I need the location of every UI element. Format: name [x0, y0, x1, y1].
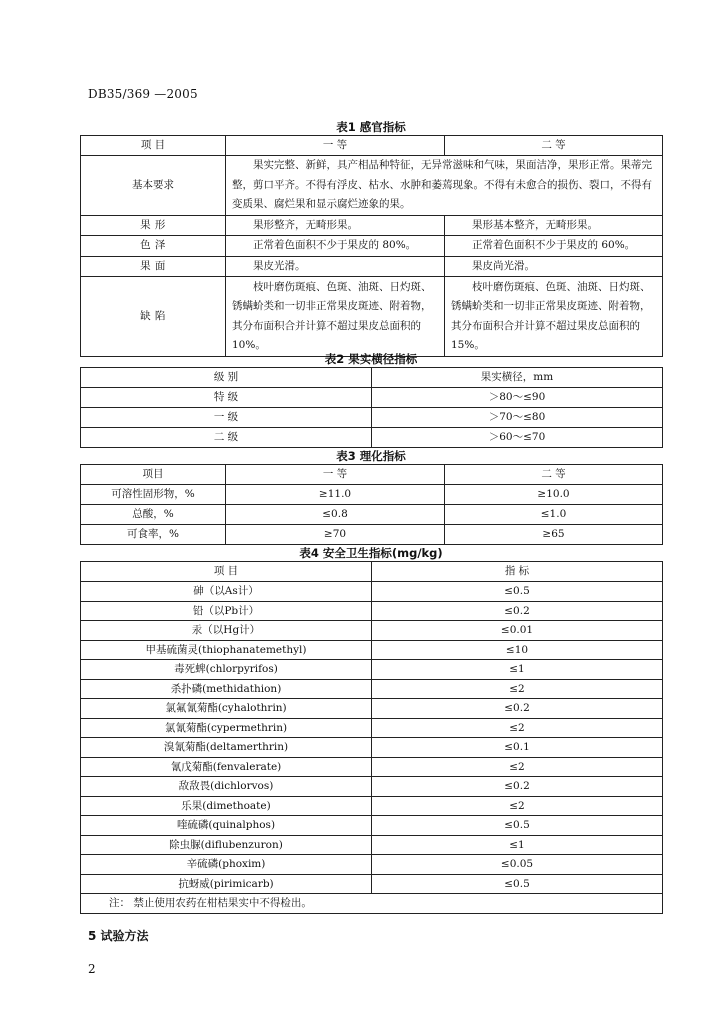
item-cell: 除虫脲(diflubenzuron) [81, 835, 372, 855]
first-grade-cell: 枝叶磨伤斑痕、色斑、油斑、日灼斑、锈螨蚧类和一切非正常果皮斑迹、附着物，其分布面积合并计算不超过果皮总面积的10%。 [226, 277, 445, 357]
row-label: 果 形 [81, 215, 226, 236]
table-row [81, 388, 663, 408]
header-first-grade: 一 等 [226, 465, 445, 485]
value-cell: ≤0.2 [372, 699, 663, 719]
item-cell: 氰戊菊酯(fenvalerate) [81, 757, 372, 777]
row-label: 果 面 [81, 256, 226, 277]
item-cell: 喹硫磷(quinalphos) [81, 816, 372, 836]
item-cell: 溴氰菊酯(deltamerthrin) [81, 738, 372, 758]
table-row [81, 156, 663, 216]
page-number: 2 [88, 962, 96, 976]
table4-caption: 表4 安全卫生指标(mg/kg) [299, 546, 443, 560]
header-limit: 指 标 [372, 562, 663, 582]
table-row [81, 485, 663, 505]
table2-caption: 表2 果实横径指标 [324, 352, 418, 366]
header-item: 项 目 [81, 562, 372, 582]
table3-caption: 表3 理化指标 [336, 449, 406, 463]
table-header-row [81, 136, 663, 156]
item-cell: 敌敌畏(dichlorvos) [81, 777, 372, 797]
value-cell: ≤1 [372, 835, 663, 855]
value-cell: ≤10 [372, 640, 663, 660]
second-grade-cell: ≥10.0 [445, 485, 663, 505]
value-cell: ≤2 [372, 679, 663, 699]
table-row [81, 215, 663, 236]
first-grade-cell: 果形整齐，无畸形果。 [226, 215, 445, 236]
item-cell: 辛硫磷(phoxim) [81, 855, 372, 875]
first-grade-cell: ≥11.0 [226, 485, 445, 505]
item-cell: 杀扑磷(methidathion) [81, 679, 372, 699]
table-row [81, 816, 663, 836]
grade-cell: 一 级 [81, 408, 372, 428]
table-row [81, 408, 663, 428]
table4-safety [80, 561, 663, 914]
value-cell: ≤0.05 [372, 855, 663, 875]
table-row [81, 699, 663, 719]
document-code: DB35/369 —2005 [88, 87, 198, 101]
item-cell: 可食率，% [81, 525, 226, 545]
value-cell: ＞80～≤90 [372, 388, 663, 408]
value-cell: ≤0.01 [372, 621, 663, 641]
value-cell: ≤2 [372, 718, 663, 738]
item-cell: 毒死蜱(chlorpyrifos) [81, 660, 372, 680]
second-grade-cell: ≤1.0 [445, 505, 663, 525]
item-cell: 汞（以Hg计） [81, 621, 372, 641]
section-5-heading: 5 试验方法 [88, 929, 149, 943]
header-item: 项目 [81, 465, 226, 485]
value-cell: ≤0.5 [372, 874, 663, 894]
second-grade-cell: 果形基本整齐，无畸形果。 [445, 215, 663, 236]
header-second-grade: 二 等 [445, 136, 663, 156]
value-cell: ≤2 [372, 796, 663, 816]
header-first-grade: 一 等 [226, 136, 445, 156]
table-row [81, 718, 663, 738]
table-row [81, 679, 663, 699]
table4-note: 注： 禁止使用农药在柑桔果实中不得检出。 [81, 894, 663, 914]
item-cell: 总酸，% [81, 505, 226, 525]
second-grade-cell: 枝叶磨伤斑痕、色斑、油斑、日灼斑、锈螨蚧类和一切非正常果皮斑迹、附着物，其分布面积合并计算不超过果皮总面积的15%。 [445, 277, 663, 357]
table-row [81, 582, 663, 602]
table-row [81, 525, 663, 545]
grade-cell: 特 级 [81, 388, 372, 408]
table-row [81, 777, 663, 797]
value-cell: ≤0.2 [372, 601, 663, 621]
table-row [81, 874, 663, 894]
item-cell: 可溶性固形物，% [81, 485, 226, 505]
item-cell: 砷（以As计） [81, 582, 372, 602]
table-header-row [81, 465, 663, 485]
table-row [81, 757, 663, 777]
table-row [81, 738, 663, 758]
first-grade-cell: ≥70 [226, 525, 445, 545]
item-cell: 氯氰菊酯(cypermethrin) [81, 718, 372, 738]
table-row [81, 796, 663, 816]
value-cell: ≤0.5 [372, 582, 663, 602]
header-grade: 级 别 [81, 368, 372, 388]
table-row [81, 428, 663, 448]
header-item: 项 目 [81, 136, 226, 156]
table2-diameter [80, 367, 663, 448]
table-row [81, 640, 663, 660]
first-grade-cell: ≤0.8 [226, 505, 445, 525]
item-cell: 甲基硫菌灵(thiophanatemethyl) [81, 640, 372, 660]
table1-sensory [80, 135, 663, 357]
table-row [81, 277, 663, 357]
value-cell: ≤0.2 [372, 777, 663, 797]
table-row [81, 621, 663, 641]
item-cell: 抗蚜威(pirimicarb) [81, 874, 372, 894]
value-cell: ≤1 [372, 660, 663, 680]
item-cell: 氯氟氰菊酯(cyhalothrin) [81, 699, 372, 719]
first-grade-cell: 果皮光滑。 [226, 256, 445, 277]
table-row [81, 855, 663, 875]
value-cell: ＞60～≤70 [372, 428, 663, 448]
table-row [81, 505, 663, 525]
table-row [81, 601, 663, 621]
basic-text: 果实完整、新鲜，具产相品种特征，无异常滋味和气味，果面洁净，果形正常。果蒂完整，剪口平齐。不得有浮皮、枯水、水肿和萎蔫现象。不得有未愈合的损伤、裂口，不得有变质果、腐烂果和显示腐烂迹象的果。 [226, 156, 663, 216]
item-cell: 铅（以Pb计） [81, 601, 372, 621]
table-row [81, 256, 663, 277]
second-grade-cell: 果皮尚光滑。 [445, 256, 663, 277]
second-grade-cell: ≥65 [445, 525, 663, 545]
basic-label: 基本要求 [81, 156, 226, 216]
table-row [81, 660, 663, 680]
row-label: 缺 陷 [81, 277, 226, 357]
value-cell: ≤0.1 [372, 738, 663, 758]
grade-cell: 二 级 [81, 428, 372, 448]
first-grade-cell: 正常着色面积不少于果皮的 80%。 [226, 236, 445, 257]
table-header-row [81, 562, 663, 582]
value-cell: ＞70～≤80 [372, 408, 663, 428]
table-note-row [81, 894, 663, 914]
header-diameter: 果实横径，mm [372, 368, 663, 388]
table3-physicochemical [80, 464, 663, 545]
table-header-row [81, 368, 663, 388]
header-second-grade: 二 等 [445, 465, 663, 485]
table1-caption: 表1 感官指标 [336, 120, 406, 134]
value-cell: ≤0.5 [372, 816, 663, 836]
table-row [81, 236, 663, 257]
table-row [81, 835, 663, 855]
row-label: 色 泽 [81, 236, 226, 257]
item-cell: 乐果(dimethoate) [81, 796, 372, 816]
second-grade-cell: 正常着色面积不少于果皮的 60%。 [445, 236, 663, 257]
value-cell: ≤2 [372, 757, 663, 777]
